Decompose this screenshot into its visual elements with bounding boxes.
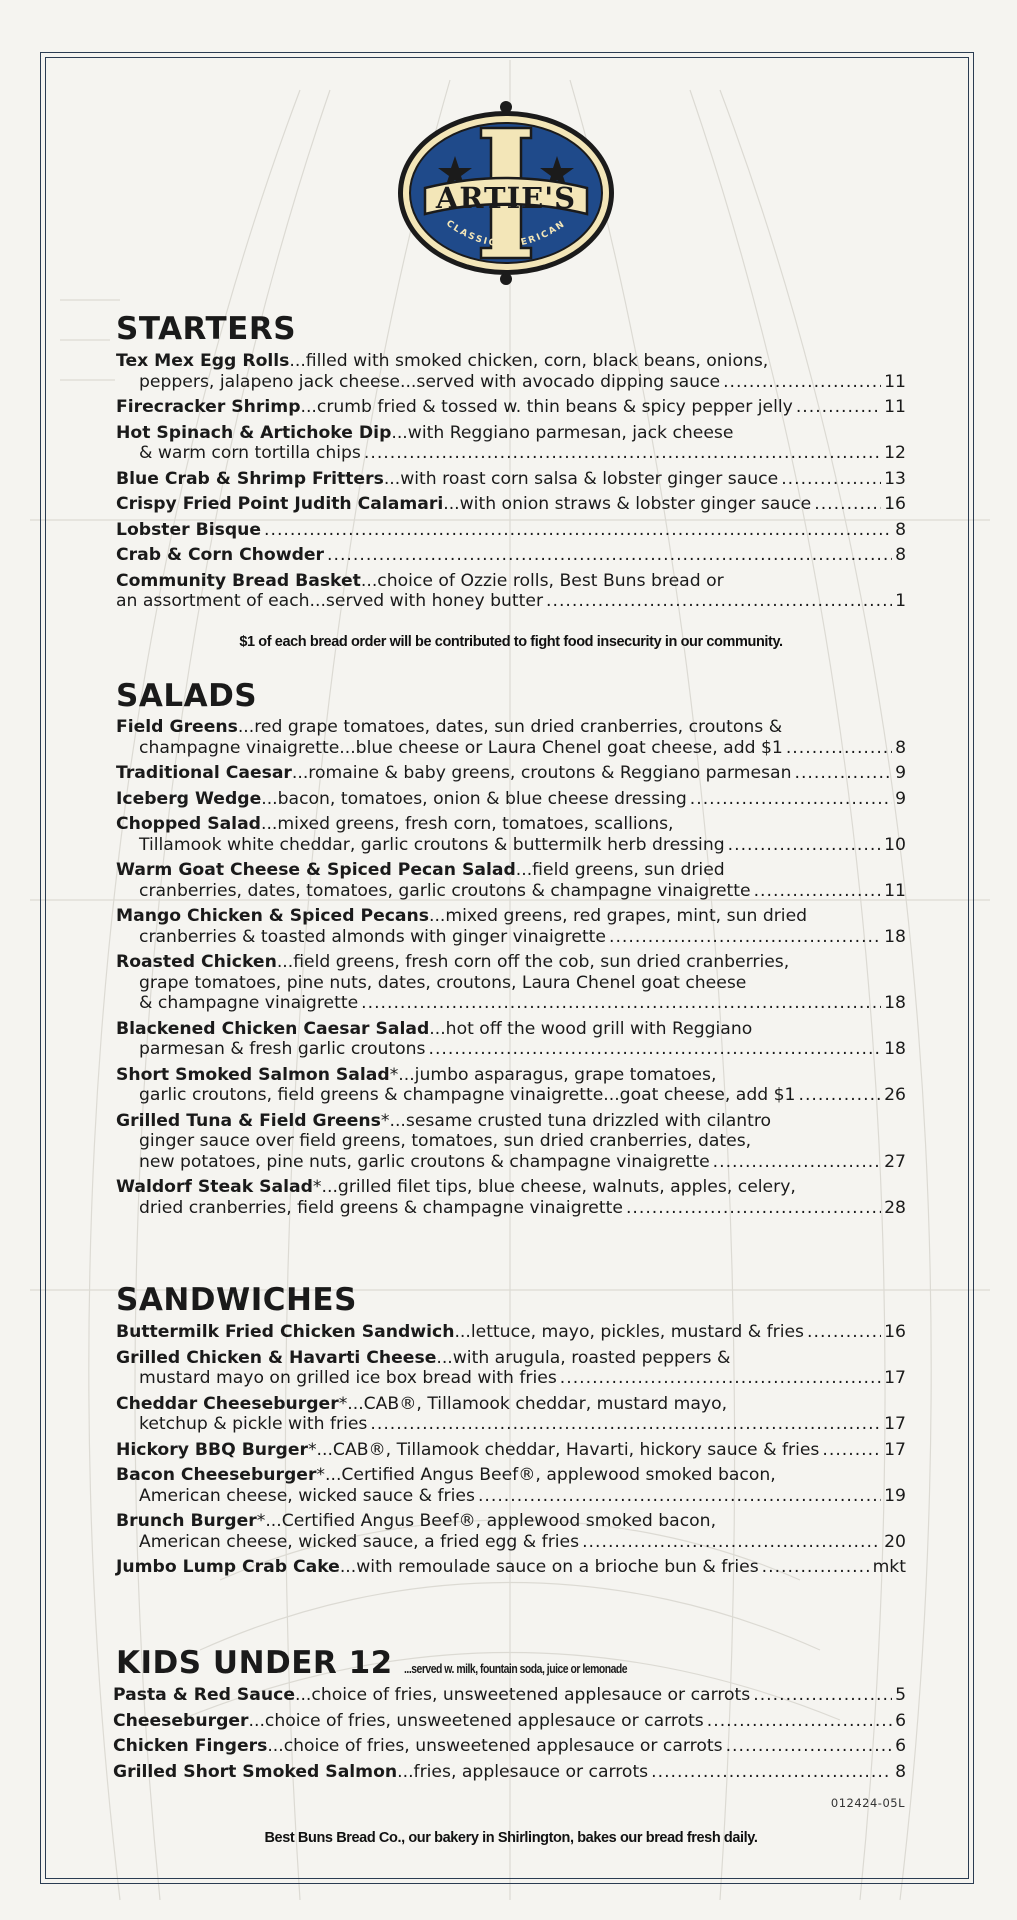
item-description: ketchup & pickle with fries — [139, 1414, 368, 1434]
item-name: Cheddar Cheeseburger — [116, 1393, 339, 1414]
item-line — [116, 351, 906, 372]
item-name: Roasted Chicken — [116, 952, 277, 972]
dot-leader — [807, 1322, 881, 1343]
dot-leader — [814, 494, 881, 515]
item-description: ...choice of Ozzie rolls, Best Buns bread or — [360, 570, 724, 591]
item-name: Chopped Salad — [116, 814, 261, 834]
item-description: ...with roast corn salsa & lobster ginger sauce — [383, 468, 779, 489]
item-description: ...filled with smoked chicken, corn, black beans, onions, — [289, 351, 769, 371]
dot-leader — [762, 1557, 870, 1578]
menu-item — [116, 1322, 906, 1343]
item-name: Community Bread Basket — [116, 570, 361, 591]
dot-leader — [781, 469, 881, 490]
item-name: Grilled Tuna & Field Greens — [116, 1110, 381, 1131]
item-description: ...with onion straws & lobster ginger sauce — [443, 494, 812, 514]
item-line — [116, 1111, 906, 1132]
item-line — [116, 1131, 906, 1152]
item-price: 18 — [884, 926, 906, 947]
item-line — [116, 952, 906, 973]
item-description: ...romaine & baby greens, croutons & Reggiano parmesan — [291, 763, 792, 783]
item-line — [113, 1736, 906, 1757]
item-name: Warm Goat Cheese & Spiced Pecan Salad — [116, 860, 516, 880]
item-description: ginger sauce over field greens, tomatoes, sun dried cranberries, dates, — [139, 1131, 752, 1151]
item-description: * — [338, 1393, 348, 1414]
item-description: ...lettuce, mayo, pickles, mustard & fries — [454, 1322, 805, 1342]
kids-subtitle: ...served w. milk, fountain soda, juice or lemonade — [404, 1661, 628, 1676]
dot-leader — [651, 1762, 892, 1783]
menu-item — [116, 717, 906, 758]
item-description: ...field greens, sun dried — [515, 860, 725, 880]
item-line — [116, 1152, 906, 1173]
item-line — [116, 906, 906, 927]
item-price: 13 — [884, 468, 906, 489]
item-line — [116, 763, 906, 784]
item-description: champagne vinaigrette...blue cheese or Laura Chenel goat cheese, add $1 — [139, 737, 783, 758]
dot-leader — [370, 1414, 881, 1435]
item-name: Bacon Cheeseburger — [116, 1465, 317, 1485]
item-description: ...with remoulade sauce on a brioche bun & fries — [339, 1557, 759, 1577]
menu-item — [116, 860, 906, 901]
menu-item — [113, 1736, 906, 1757]
item-name: Tex Mex Egg Rolls — [116, 351, 290, 371]
logo-tagline: CLASSIC AMERICAN — [444, 218, 568, 250]
menu-item — [116, 423, 906, 464]
bakery-note: Best Buns Bread Co., our bakery in Shirlington, bakes our bread fresh daily. — [264, 1830, 758, 1846]
item-description: garlic croutons, field greens & champagne vinaigrette...goat cheese, add $1 — [139, 1085, 796, 1105]
item-price: 10 — [884, 834, 906, 855]
item-line — [116, 1065, 906, 1086]
logo-name: ARTIE'S — [435, 181, 577, 215]
item-line — [116, 1511, 906, 1532]
menu-item — [116, 494, 906, 515]
menu-item — [116, 571, 906, 612]
item-description: ...crumb fried & tossed w. thin beans & spicy pepper jelly — [300, 397, 793, 417]
item-line — [116, 717, 906, 738]
item-description: parmesan & fresh garlic croutons — [139, 1039, 426, 1059]
item-price: 6 — [895, 1736, 906, 1756]
item-line — [116, 443, 906, 464]
item-description: ...hot off the wood grill with Reggiano — [429, 1018, 753, 1039]
dot-leader — [478, 1486, 881, 1507]
dot-leader — [327, 545, 892, 566]
item-description: ...grilled filet tips, blue cheese, walnuts, apples, celery, — [321, 1177, 796, 1197]
item-line — [116, 1085, 906, 1106]
menu-item — [116, 520, 906, 541]
menu-item — [116, 469, 906, 490]
item-price: 9 — [895, 788, 906, 809]
item-description: American cheese, wicked sauce, a fried egg & fries — [139, 1531, 580, 1552]
item-description: * — [256, 1511, 266, 1531]
item-description: cranberries, dates, tomatoes, garlic croutons & champagne vinaigrette — [139, 880, 751, 901]
menu-item — [116, 1557, 906, 1578]
item-description: * — [380, 1110, 390, 1131]
item-name: Iceberg Wedge — [116, 788, 262, 809]
item-price: 11 — [884, 880, 906, 901]
item-line — [116, 1198, 906, 1219]
item-line — [113, 1685, 906, 1706]
starters-list — [116, 351, 906, 617]
item-line — [116, 1465, 906, 1486]
menu-item — [116, 789, 906, 810]
dot-leader — [794, 763, 892, 784]
item-description: ...fries, applesauce or carrots — [397, 1761, 649, 1782]
item-price: 20 — [884, 1531, 906, 1552]
starters-title: STARTERS — [116, 311, 297, 347]
dot-leader — [560, 1368, 881, 1389]
item-price: mkt — [872, 1557, 906, 1577]
bread-donation-note: $1 of each bread order will be contributed to fight food insecurity in our community. — [239, 634, 783, 650]
item-name: Grilled Short Smoked Salmon — [113, 1761, 398, 1782]
item-price: 6 — [895, 1710, 906, 1731]
dot-leader — [822, 1440, 881, 1461]
item-name: Brunch Burger — [116, 1511, 257, 1531]
item-line — [116, 881, 906, 902]
item-line — [116, 1348, 906, 1369]
item-description: ...field greens, fresh corn off the cob, sun dried cranberries, — [276, 952, 790, 972]
item-line — [116, 1322, 906, 1343]
item-description: mustard mayo on grilled ice box bread with fries — [139, 1368, 557, 1388]
item-description: ...with arugula, roasted peppers & — [436, 1347, 731, 1368]
dot-leader — [713, 1152, 881, 1173]
item-line — [116, 860, 906, 881]
item-price: 17 — [884, 1439, 906, 1460]
dot-leader — [582, 1532, 881, 1553]
item-description: ...Certified Angus Beef®, applewood smoked bacon, — [325, 1465, 776, 1485]
item-name: Firecracker Shrimp — [116, 397, 301, 417]
item-line — [116, 545, 906, 566]
item-description: ...CAB®, Tillamook cheddar, Havarti, hickory sauce & fries — [316, 1439, 820, 1460]
item-line — [116, 397, 906, 418]
item-price: 17 — [884, 1368, 906, 1388]
menu-item — [116, 763, 906, 784]
item-description: * — [316, 1465, 326, 1485]
item-line — [116, 927, 906, 948]
item-price: 28 — [884, 1197, 906, 1218]
item-description: grape tomatoes, pine nuts, dates, croutons, Laura Chenel goat cheese — [139, 972, 747, 993]
item-description: ...CAB®, Tillamook cheddar, mustard mayo, — [347, 1393, 728, 1414]
item-price: 18 — [884, 1039, 906, 1059]
item-description: ...jumbo asparagus, grape tomatoes, — [398, 1064, 717, 1085]
item-name: Hickory BBQ Burger — [116, 1439, 308, 1460]
item-description: ...red grape tomatoes, dates, sun dried cranberries, croutons & — [237, 717, 783, 737]
menu-item — [113, 1711, 906, 1732]
item-line — [116, 591, 906, 612]
dot-leader — [690, 789, 892, 810]
item-line — [116, 1440, 906, 1461]
dot-leader — [361, 993, 881, 1014]
menu-item — [116, 1348, 906, 1389]
item-price: 17 — [884, 1414, 906, 1434]
menu-item — [116, 1394, 906, 1435]
item-name: Crab & Corn Chowder — [116, 545, 325, 565]
item-description: ...choice of fries, unsweetened applesauce or carrots — [294, 1685, 751, 1705]
item-line — [116, 1557, 906, 1578]
item-price: 12 — [884, 443, 906, 463]
item-price: 18 — [884, 993, 906, 1013]
menu-code: 012424-05L — [830, 1796, 905, 1810]
item-line — [116, 1368, 906, 1389]
item-description: & champagne vinaigrette — [139, 993, 359, 1013]
item-name: Lobster Bisque — [116, 519, 262, 540]
menu-item — [116, 1065, 906, 1106]
item-description: ...with Reggiano parmesan, jack cheese — [391, 422, 734, 443]
item-name: Mango Chicken & Spiced Pecans — [116, 906, 429, 926]
item-name: Field Greens — [116, 717, 238, 737]
item-name: Crispy Fried Point Judith Calamari — [116, 494, 444, 514]
sandwiches-list — [116, 1322, 906, 1583]
kids-title: KIDS UNDER 12 ...served w. milk, fountain soda, juice or lemonade — [116, 1645, 628, 1681]
item-line — [116, 1414, 906, 1435]
menu-item — [116, 1440, 906, 1461]
dot-leader — [754, 881, 882, 902]
item-line — [116, 571, 906, 592]
menu-item — [116, 1511, 906, 1552]
item-description: Tillamook white cheddar, garlic croutons & buttermilk herb dressing — [139, 834, 725, 855]
item-description: * — [307, 1439, 317, 1460]
item-description: * — [389, 1064, 399, 1085]
item-line — [116, 372, 906, 393]
item-name: Chicken Fingers — [113, 1736, 268, 1756]
item-line — [116, 993, 906, 1014]
dot-leader — [364, 443, 881, 464]
menu-item — [116, 397, 906, 418]
item-description: ...choice of fries, unsweetened applesauce or carrots — [267, 1736, 723, 1756]
item-price: 8 — [895, 519, 906, 540]
item-description: an assortment of each...served with honey butter — [116, 591, 544, 611]
arties-logo — [395, 98, 617, 288]
dot-leader — [428, 1039, 881, 1060]
item-name: Traditional Caesar — [116, 763, 292, 783]
sandwiches-title: SANDWICHES — [116, 1282, 357, 1318]
item-description: new potatoes, pine nuts, garlic croutons & champagne vinaigrette — [139, 1151, 710, 1172]
item-line — [116, 1532, 906, 1553]
menu-item — [113, 1762, 906, 1783]
menu-item — [116, 1177, 906, 1218]
item-name: Jumbo Lump Crab Cake — [116, 1557, 340, 1577]
dot-leader — [609, 927, 881, 948]
item-description: ...mixed greens, red grapes, mint, sun dried — [429, 906, 808, 926]
menu-item — [116, 545, 906, 566]
menu-item — [116, 814, 906, 855]
item-description: American cheese, wicked sauce & fries — [139, 1485, 475, 1506]
item-price: 8 — [895, 737, 906, 758]
item-line — [116, 835, 906, 856]
item-line — [116, 1394, 906, 1415]
item-line — [116, 789, 906, 810]
salads-title: SALADS — [116, 678, 258, 714]
item-price: 11 — [884, 371, 906, 392]
item-line — [116, 814, 906, 835]
dot-leader — [726, 1736, 892, 1757]
item-line — [116, 738, 906, 759]
dot-leader — [798, 1085, 881, 1106]
item-description: * — [312, 1177, 322, 1197]
item-description: peppers, jalapeno jack cheese...served with avocado dipping sauce — [139, 371, 721, 392]
item-name: Grilled Chicken & Havarti Cheese — [116, 1347, 437, 1368]
kids-list — [113, 1685, 906, 1787]
item-line — [116, 494, 906, 515]
dot-leader — [707, 1711, 892, 1732]
item-line — [116, 973, 906, 994]
item-line — [113, 1762, 906, 1783]
menu-item — [113, 1685, 906, 1706]
item-price: 1 — [895, 591, 906, 611]
item-price: 19 — [884, 1485, 906, 1506]
item-price: 8 — [895, 1761, 906, 1782]
dot-leader — [723, 372, 881, 393]
dot-leader — [753, 1685, 892, 1706]
item-line — [113, 1711, 906, 1732]
item-line — [116, 1039, 906, 1060]
menu-item — [116, 1019, 906, 1060]
item-price: 5 — [895, 1685, 906, 1705]
menu-item — [116, 906, 906, 947]
dot-leader — [786, 738, 892, 759]
dot-leader — [546, 591, 892, 612]
item-description: ...Certified Angus Beef®, applewood smoked bacon, — [265, 1511, 717, 1531]
item-name: Blackened Chicken Caesar Salad — [116, 1018, 430, 1039]
menu-item — [116, 351, 906, 392]
item-name: Buttermilk Fried Chicken Sandwich — [116, 1322, 455, 1342]
menu-item — [116, 1465, 906, 1506]
item-name: Waldorf Steak Salad — [116, 1177, 313, 1197]
dot-leader — [264, 520, 892, 541]
item-name: Blue Crab & Shrimp Fritters — [116, 468, 384, 489]
item-name: Hot Spinach & Artichoke Dip — [116, 422, 392, 443]
item-line — [116, 1486, 906, 1507]
item-price: 9 — [895, 763, 906, 783]
menu-item — [116, 1111, 906, 1173]
item-price: 27 — [884, 1151, 906, 1172]
dot-leader — [796, 397, 881, 418]
item-price: 16 — [884, 494, 906, 514]
item-name: Short Smoked Salmon Salad — [116, 1064, 390, 1085]
salads-list — [116, 717, 906, 1223]
item-description: ...mixed greens, fresh corn, tomatoes, scallions, — [260, 814, 674, 834]
menu-item — [116, 952, 906, 1014]
item-description: cranberries & toasted almonds with ginger vinaigrette — [139, 926, 606, 947]
item-line — [116, 1177, 906, 1198]
item-description: ...sesame crusted tuna drizzled with cilantro — [389, 1110, 772, 1131]
item-price: 16 — [884, 1322, 906, 1342]
item-description: dried cranberries, field greens & champagne vinaigrette — [139, 1197, 623, 1218]
item-line — [116, 423, 906, 444]
item-name: Cheeseburger — [113, 1710, 249, 1731]
item-description: ...choice of fries, unsweetened applesauce or carrots — [248, 1710, 704, 1731]
item-line — [116, 469, 906, 490]
item-price: 26 — [884, 1085, 906, 1105]
item-name: Pasta & Red Sauce — [113, 1685, 295, 1705]
item-description: & warm corn tortilla chips — [139, 443, 361, 463]
item-price: 11 — [884, 397, 906, 417]
dot-leader — [626, 1198, 881, 1219]
item-line — [116, 520, 906, 541]
dot-leader — [728, 835, 881, 856]
item-description: ...bacon, tomatoes, onion & blue cheese dressing — [261, 788, 687, 809]
item-line — [116, 1019, 906, 1040]
item-price: 8 — [895, 545, 906, 565]
